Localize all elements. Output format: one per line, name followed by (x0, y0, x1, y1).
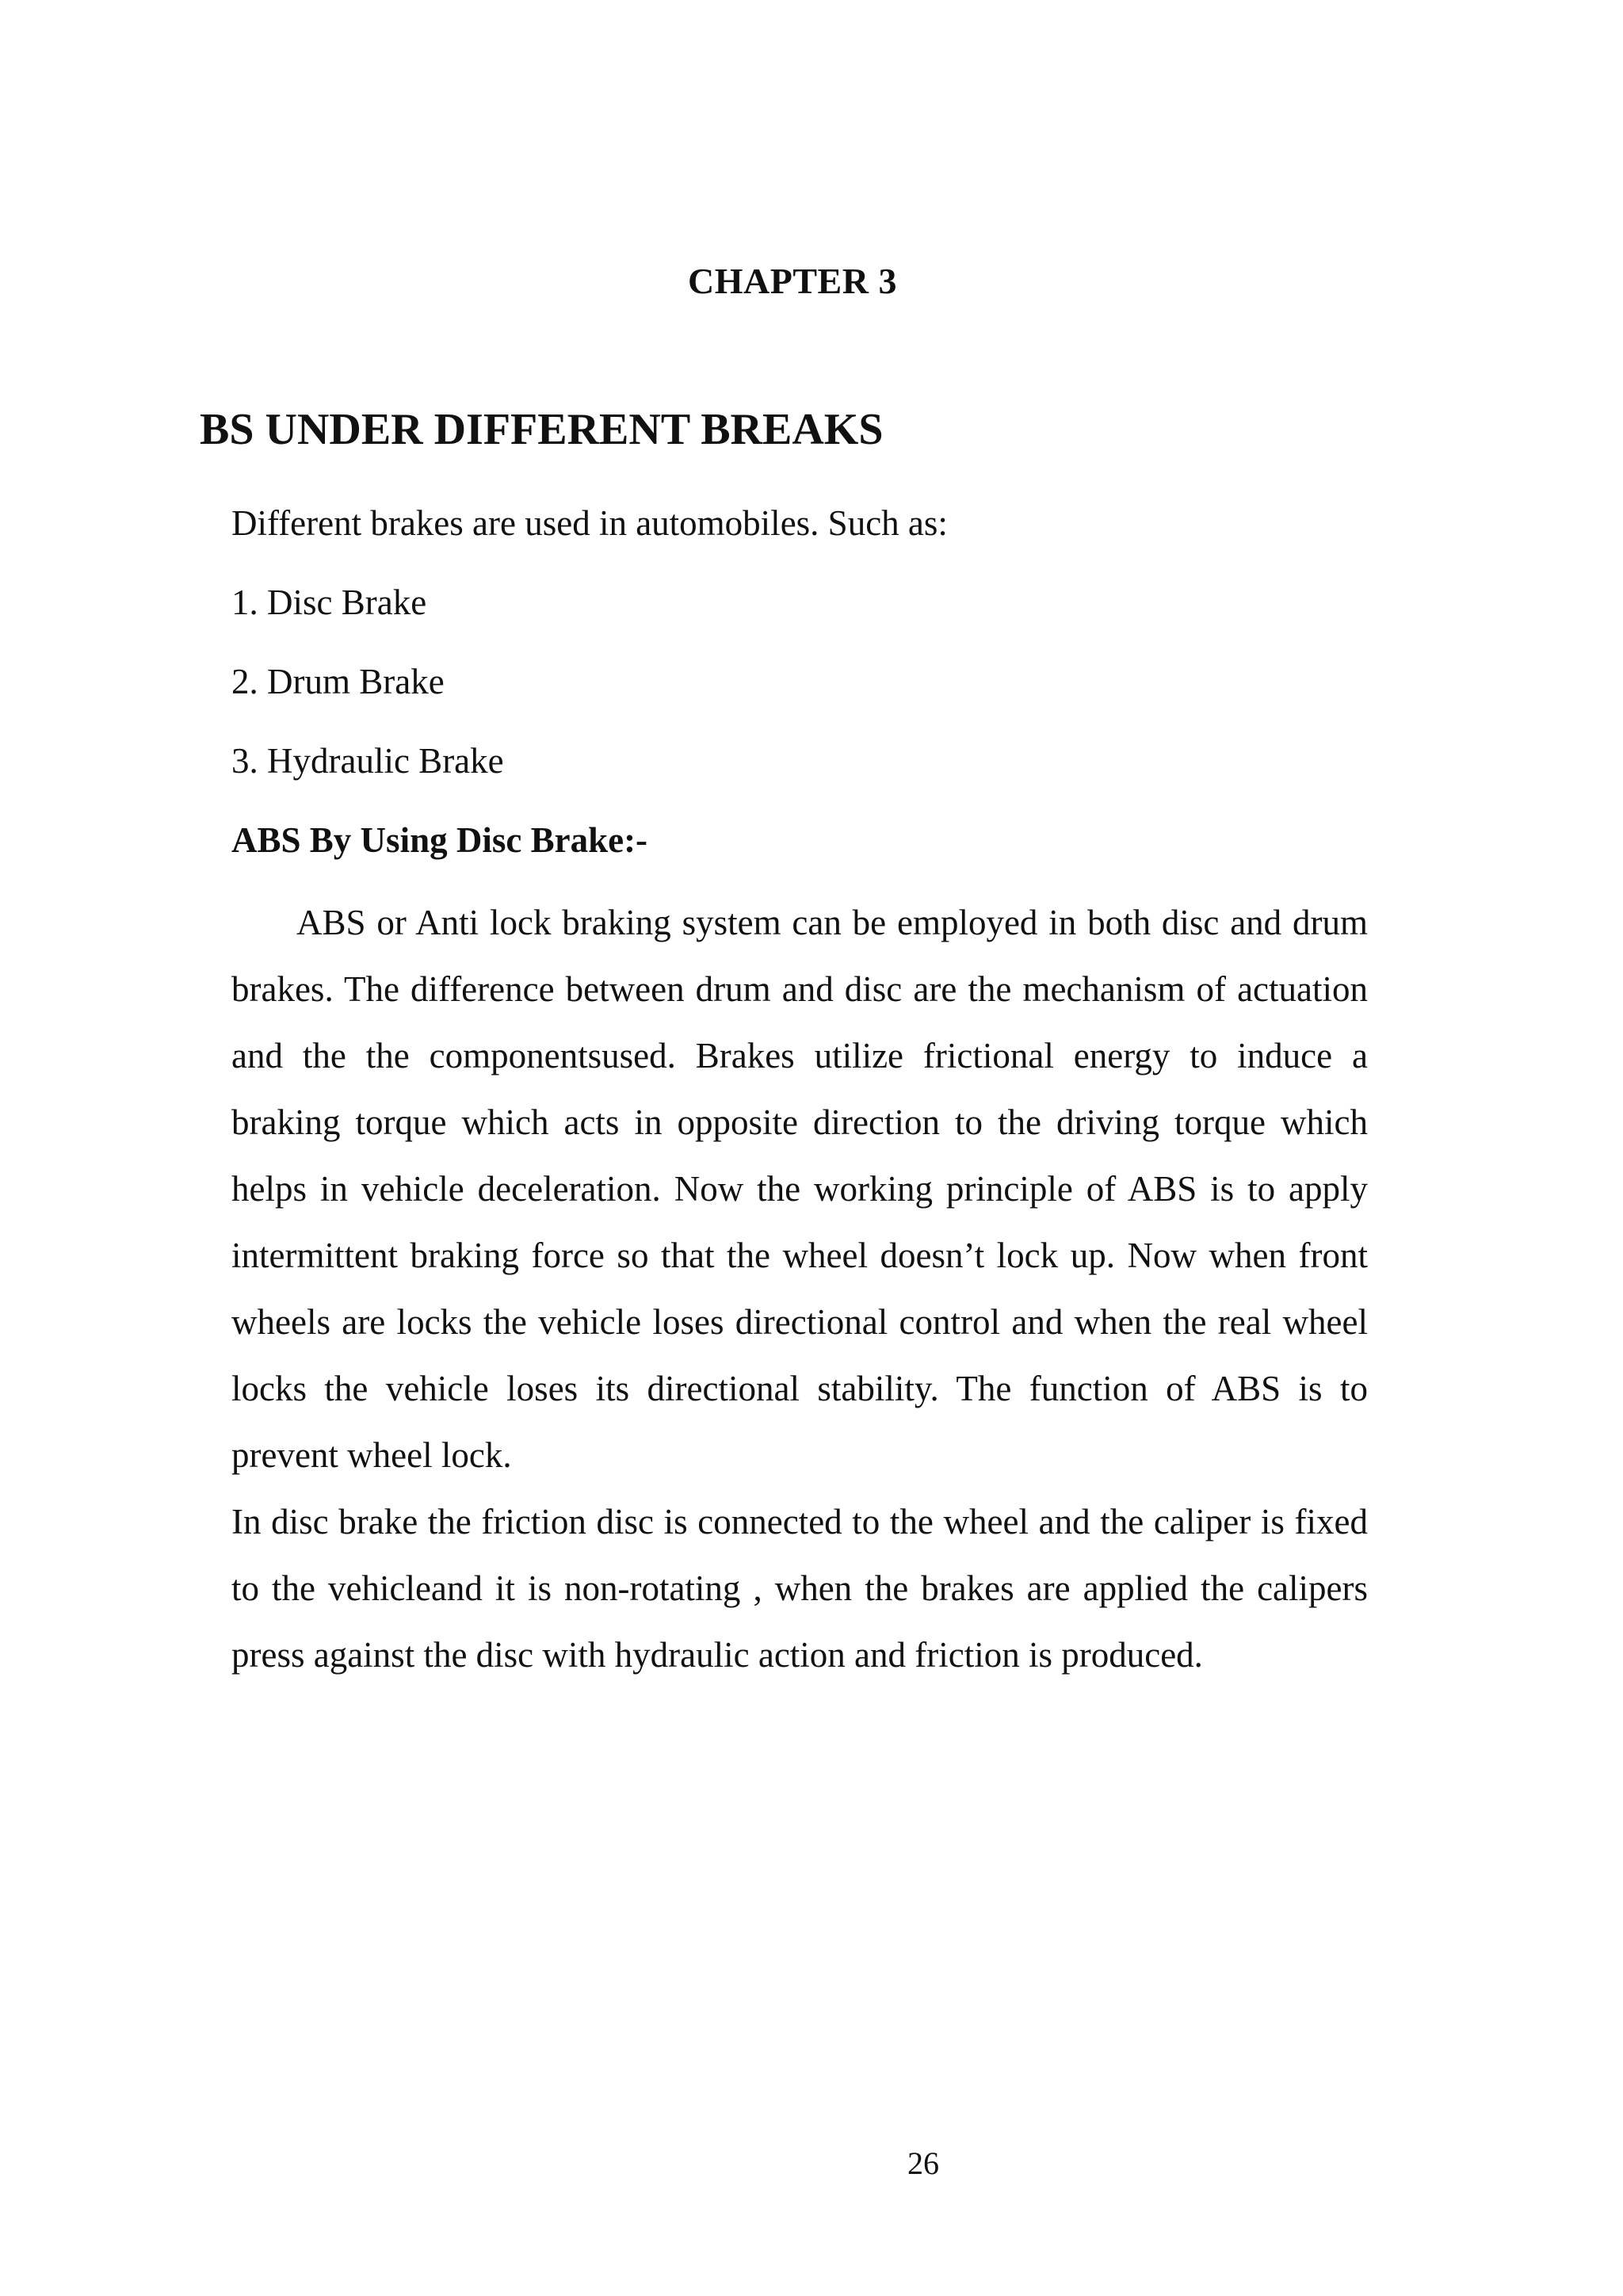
paragraph-disc-brake-operation: In disc brake the friction disc is connected to the wheel and the caliper is fixed to the vehicleand it is non-rotating , when the brakes are applied the calipers press against the disc with hydraulic action and friction is produced. (231, 1502, 1368, 1675)
chapter-label: CHAPTER 3 (688, 261, 897, 301)
list-item-disc-brake: 1. Disc Brake (231, 583, 427, 622)
section-title: BS UNDER DIFFERENT BREAKS (200, 405, 884, 454)
page-number: 26 (907, 2145, 939, 2181)
list-item-hydraulic-brake: 3. Hydraulic Brake (231, 741, 504, 781)
list-item-drum-brake: 2. Drum Brake (231, 662, 445, 701)
intro-text: Different brakes are used in automobiles. Such as: (231, 503, 948, 543)
subheading-abs-disc-brake: ABS By Using Disc Brake:- (231, 820, 648, 860)
body-text (231, 889, 1368, 1688)
paragraph-abs-overview: ABS or Anti lock braking system can be employed in both disc and drum brakes. The difference between drum and disc are the mechanism of actuation and the the componentsused. Brakes utilize frictional energy to induce a braking torque which acts in opposite direction to the driving torque which helps in vehicle deceleration. Now the working principle of ABS is to apply intermittent braking force so that the wheel doesn’t lock up. Now when front wheels are locks the vehicle loses directional control and when the real wheel locks the vehicle loses its directional stability. The function of ABS is to prevent wheel lock. (231, 903, 1368, 1475)
